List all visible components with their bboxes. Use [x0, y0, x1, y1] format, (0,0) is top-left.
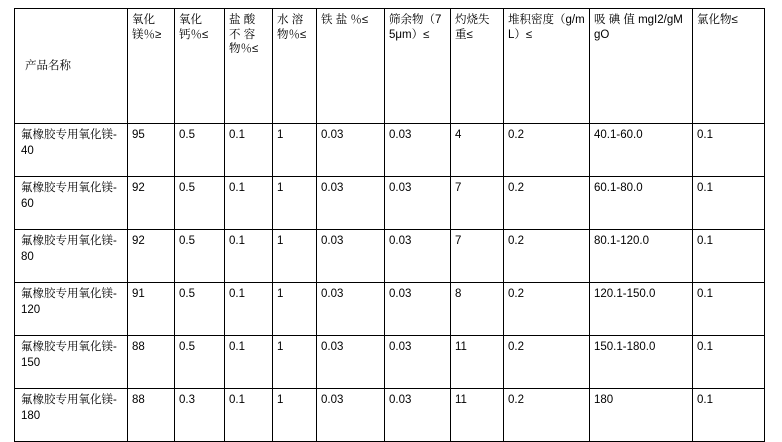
- column-header-iron-salt: 铁 盐 ％≤: [317, 9, 385, 124]
- table-row: [15, 389, 765, 442]
- cell-iodine-value: 150.1-180.0: [590, 336, 693, 389]
- cell-ignition-loss: 7: [451, 177, 504, 230]
- cell-hcl-insoluble: 0.1: [225, 124, 273, 177]
- cell-cao: 0.3: [175, 389, 225, 442]
- table-body: [15, 124, 765, 442]
- column-header-sieve-residue: 筛余物（75μm）≤: [385, 9, 451, 124]
- cell-water-soluble: 1: [273, 230, 317, 283]
- cell-cao: 0.5: [175, 124, 225, 177]
- column-header-ignition-loss: 灼烧失重≤: [451, 9, 504, 124]
- cell-mgo: 95: [128, 124, 175, 177]
- cell-water-soluble: 1: [273, 177, 317, 230]
- cell-hcl-insoluble: 0.1: [225, 336, 273, 389]
- table-row: [15, 177, 765, 230]
- cell-sieve-residue: 0.03: [385, 283, 451, 336]
- cell-mgo: 91: [128, 283, 175, 336]
- cell-sieve-residue: 0.03: [385, 230, 451, 283]
- cell-ignition-loss: 7: [451, 230, 504, 283]
- cell-sieve-residue: 0.03: [385, 389, 451, 442]
- cell-sieve-residue: 0.03: [385, 124, 451, 177]
- cell-mgo: 88: [128, 389, 175, 442]
- table-row: [15, 283, 765, 336]
- cell-product-name: 氟橡胶专用氧化镁-80: [15, 230, 128, 283]
- cell-hcl-insoluble: 0.1: [225, 389, 273, 442]
- cell-chloride: 0.1: [693, 389, 765, 442]
- cell-ignition-loss: 11: [451, 336, 504, 389]
- cell-cao: 0.5: [175, 230, 225, 283]
- cell-product-name: 氟橡胶专用氧化镁-150: [15, 336, 128, 389]
- cell-ignition-loss: 11: [451, 389, 504, 442]
- cell-bulk-density: 0.2: [504, 336, 590, 389]
- cell-mgo: 92: [128, 177, 175, 230]
- table-row: [15, 230, 765, 283]
- cell-sieve-residue: 0.03: [385, 177, 451, 230]
- cell-hcl-insoluble: 0.1: [225, 177, 273, 230]
- cell-hcl-insoluble: 0.1: [225, 283, 273, 336]
- cell-iron-salt: 0.03: [317, 283, 385, 336]
- cell-cao: 0.5: [175, 177, 225, 230]
- cell-iodine-value: 80.1-120.0: [590, 230, 693, 283]
- cell-water-soluble: 1: [273, 283, 317, 336]
- cell-ignition-loss: 4: [451, 124, 504, 177]
- cell-product-name: 氟橡胶专用氧化镁-120: [15, 283, 128, 336]
- cell-cao: 0.5: [175, 283, 225, 336]
- table-header-row: [15, 9, 765, 124]
- cell-water-soluble: 1: [273, 124, 317, 177]
- cell-iron-salt: 0.03: [317, 230, 385, 283]
- cell-iodine-value: 40.1-60.0: [590, 124, 693, 177]
- product-spec-table: [14, 8, 765, 442]
- cell-chloride: 0.1: [693, 124, 765, 177]
- cell-product-name: 氟橡胶专用氧化镁-60: [15, 177, 128, 230]
- cell-bulk-density: 0.2: [504, 389, 590, 442]
- column-header-hcl-insoluble: 盐 酸 不 容 物％≤: [225, 9, 273, 124]
- cell-iodine-value: 180: [590, 389, 693, 442]
- cell-product-name: 氟橡胶专用氧化镁-180: [15, 389, 128, 442]
- cell-iron-salt: 0.03: [317, 177, 385, 230]
- cell-bulk-density: 0.2: [504, 177, 590, 230]
- cell-bulk-density: 0.2: [504, 124, 590, 177]
- cell-cao: 0.5: [175, 336, 225, 389]
- column-header-iodine-value: 吸 碘 值 mgI2/gMgO: [590, 9, 693, 124]
- cell-iron-salt: 0.03: [317, 389, 385, 442]
- cell-chloride: 0.1: [693, 230, 765, 283]
- document-page: [0, 8, 782, 432]
- column-header-bulk-density: 堆积密度（g/mL）≤: [504, 9, 590, 124]
- table-row: [15, 336, 765, 389]
- cell-bulk-density: 0.2: [504, 283, 590, 336]
- cell-water-soluble: 1: [273, 389, 317, 442]
- cell-sieve-residue: 0.03: [385, 336, 451, 389]
- column-header-cao: 氧化钙％≤: [175, 9, 225, 124]
- table-header: [15, 9, 765, 124]
- column-header-chloride: 氯化物≤: [693, 9, 765, 124]
- table-row: [15, 124, 765, 177]
- column-header-product-name: 产品名称: [15, 9, 128, 124]
- column-header-mgo: 氧化镁％≥: [128, 9, 175, 124]
- cell-hcl-insoluble: 0.1: [225, 230, 273, 283]
- cell-bulk-density: 0.2: [504, 230, 590, 283]
- cell-iron-salt: 0.03: [317, 124, 385, 177]
- cell-mgo: 92: [128, 230, 175, 283]
- cell-iodine-value: 60.1-80.0: [590, 177, 693, 230]
- cell-product-name: 氟橡胶专用氧化镁-40: [15, 124, 128, 177]
- cell-chloride: 0.1: [693, 283, 765, 336]
- cell-ignition-loss: 8: [451, 283, 504, 336]
- column-header-water-soluble: 水 溶 物％≤: [273, 9, 317, 124]
- cell-iron-salt: 0.03: [317, 336, 385, 389]
- cell-mgo: 88: [128, 336, 175, 389]
- cell-water-soluble: 1: [273, 336, 317, 389]
- cell-iodine-value: 120.1-150.0: [590, 283, 693, 336]
- cell-chloride: 0.1: [693, 336, 765, 389]
- cell-chloride: 0.1: [693, 177, 765, 230]
